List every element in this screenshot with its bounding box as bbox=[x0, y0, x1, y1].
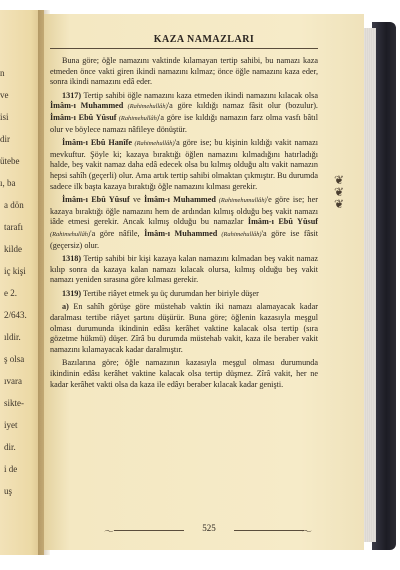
text-run: Tertip sahibi öğle namazını kaza etmeden ikindi namazını kılacak olsa bbox=[81, 90, 318, 100]
text-run: Bazılarına göre; öğle namazının kazasıyla meşgul olması durumunda ikindinin edâsı kerâhet vaktine kalacak olsa tertip düşmez. Zîrâ vakit, her ne kadar kerâhet vakti olsa da kaza ile edâyı beraber kılacak kadar genişti. bbox=[50, 358, 318, 389]
scholar-name: İmâm-ı Muhammed bbox=[144, 228, 218, 238]
left-page-fragment: sikte- bbox=[4, 398, 24, 408]
paragraph-number: 1319) bbox=[62, 288, 82, 298]
left-page-fragment: ıldir. bbox=[4, 332, 21, 342]
text-run: 'e göre ise; her kazaya bıraktığı öğle namazını hem de ardından kılmış olduğu beş vakit namazı iâde etmesi gerekir. Ancak kılmış olduğu bu namazlar bbox=[50, 195, 318, 227]
text-run: 'a göre ise kıldığı namazın farz olma vasfı bâtıl olur ve böylece namazı nâfileye dönüştür. bbox=[50, 112, 318, 134]
scholar-name: İmâm-ı Muhammed bbox=[50, 101, 124, 111]
left-page-fragment: n bbox=[0, 68, 5, 78]
scholar-name: İmâm-ı Ebû Hanîfe bbox=[62, 138, 132, 148]
prayer-phrase: (Rahimehullâh) bbox=[217, 230, 262, 238]
left-page-fragment: iyet bbox=[4, 420, 18, 430]
left-page-fragment: a dön bbox=[4, 200, 24, 210]
left-page-fragment: tarafı bbox=[4, 222, 23, 232]
left-page-fragment: dir. bbox=[4, 442, 16, 452]
scholar-name: İmâm-ı Ebû Yûsuf bbox=[247, 217, 318, 227]
paragraph bbox=[50, 302, 318, 355]
scholar-name: İmâm-ı Ebû Yûsuf bbox=[50, 112, 117, 122]
text-run: Tertip sahibi bir kişi kazaya kalan namazını kılmadan beş vakit namaz kılıp sonra da kazaya kalan namazı kılacak olursa, kılmış olduğu beş vakit namazı yeniden sırasına göre kılması gerekir. bbox=[50, 254, 318, 285]
text-run: En sahîh görüşe göre müstehab vaktin iki namazı alamayacak kadar daralması tertibe riâyet şartını düşürür. Buna göre; öğlenin kazasıyla meşgul olması durumunda ikindinin edâsı kerâhet vaktine kalacak olsa tertip (sıra gözetme hükmü) düşer. Zîrâ bu durumda müstehab vakit, kaza ile beraber vakit namazını kılamayacak kadar daralmıştır. bbox=[50, 302, 318, 354]
prayer-phrase: (Rahimehullâh) bbox=[116, 114, 159, 122]
footer-rule-right bbox=[234, 530, 304, 531]
page-number: 525 bbox=[202, 523, 216, 533]
prayer-phrase: (Rahimehullâh) bbox=[132, 140, 175, 148]
paragraph bbox=[50, 91, 318, 135]
text-run: ve bbox=[129, 195, 144, 205]
left-page-fragment: ve bbox=[0, 90, 9, 100]
left-page-fragment: kilde bbox=[4, 244, 22, 254]
text-run: 'a göre ise fâsit (geçersiz) olur. bbox=[50, 228, 318, 250]
ornament-glyph-icon: ❦ bbox=[333, 185, 345, 199]
left-page-fragment: iç kişi bbox=[4, 266, 26, 276]
paragraph-number: a) bbox=[62, 302, 69, 312]
footer-ornament-right-icon: 〜 bbox=[302, 527, 312, 538]
scholar-name: İmâm-ı Ebû Yûsuf bbox=[62, 195, 130, 205]
text-run: Tertibe riâyet etmek şu üç durumdan her biriyle düşer bbox=[81, 288, 259, 298]
prayer-phrase: (Rahimehullâh) bbox=[123, 103, 168, 111]
left-page-fragment: ıvara bbox=[4, 376, 22, 386]
left-page-fragment: isi bbox=[0, 112, 9, 122]
paragraph bbox=[50, 289, 318, 300]
left-page-fragment: 2/643. bbox=[4, 310, 27, 320]
footer-rule-left bbox=[114, 530, 184, 531]
text-run: 'a göre nâfile, bbox=[90, 228, 145, 238]
paragraph bbox=[50, 358, 318, 390]
text-run: 'a göre kıldığı namaz fâsit olur (bozulur). bbox=[167, 101, 318, 111]
paragraph bbox=[50, 254, 318, 286]
left-page-fragment: e 2. bbox=[4, 288, 17, 298]
left-page-fragment: i de bbox=[4, 464, 18, 474]
page-header: KAZA NAMAZLARI bbox=[153, 34, 255, 45]
paragraph bbox=[50, 195, 318, 251]
body-text bbox=[50, 56, 318, 393]
right-page bbox=[44, 14, 364, 550]
header-rule bbox=[50, 48, 318, 49]
left-page-fragment: ş olsa bbox=[4, 354, 25, 364]
paragraph-number: 1318) bbox=[62, 254, 82, 264]
text-run: Buna göre; öğle namazını vaktinde kılamayan tertip sahibi, bu namazı kaza etmeden önce vakti giren ikindi namazını kılmaz; önce öğle namazını kaza eder, sonra ikindi namazını edâ eder. bbox=[50, 56, 318, 87]
left-page-fragment: dir bbox=[0, 134, 10, 144]
paragraph bbox=[50, 56, 318, 88]
scholar-name: İmâm-ı Muhammed bbox=[143, 195, 216, 205]
left-page-fragment: ı, ba bbox=[0, 178, 16, 188]
left-page-fragment: ütebe bbox=[0, 156, 20, 166]
prayer-phrase: (Rahimehumullâh) bbox=[215, 197, 267, 205]
ornament-glyph-icon: ❦ bbox=[333, 173, 345, 187]
footer-ornament-left-icon: 〜 bbox=[104, 527, 114, 538]
paragraph bbox=[50, 138, 318, 192]
ornament-glyph-icon: ❦ bbox=[333, 197, 345, 211]
paragraph-number: 1317) bbox=[62, 90, 82, 100]
left-page-fragment: uş bbox=[4, 486, 13, 496]
side-ornament-icon bbox=[332, 174, 346, 234]
prayer-phrase: (Rahimehullâh) bbox=[50, 230, 91, 238]
text-run: 'a göre ise; bu kişinin kıldığı vakit namazı mevkuftur. Şöyle ki; kazaya bıraktığı öğlen namazını kılmadığını hatırladığı halde, beş vakit namaz daha edâ edecek olsa bu kılmış olduğu altı vakit namazın hepsi sahîh (geçerli) olur. Ama artık tertip sahibi olmaktan çıkmıştır. Bu durumda sadece ilk başta kazaya bıraktığı öğle namazını kılması gerekir. bbox=[50, 138, 318, 191]
